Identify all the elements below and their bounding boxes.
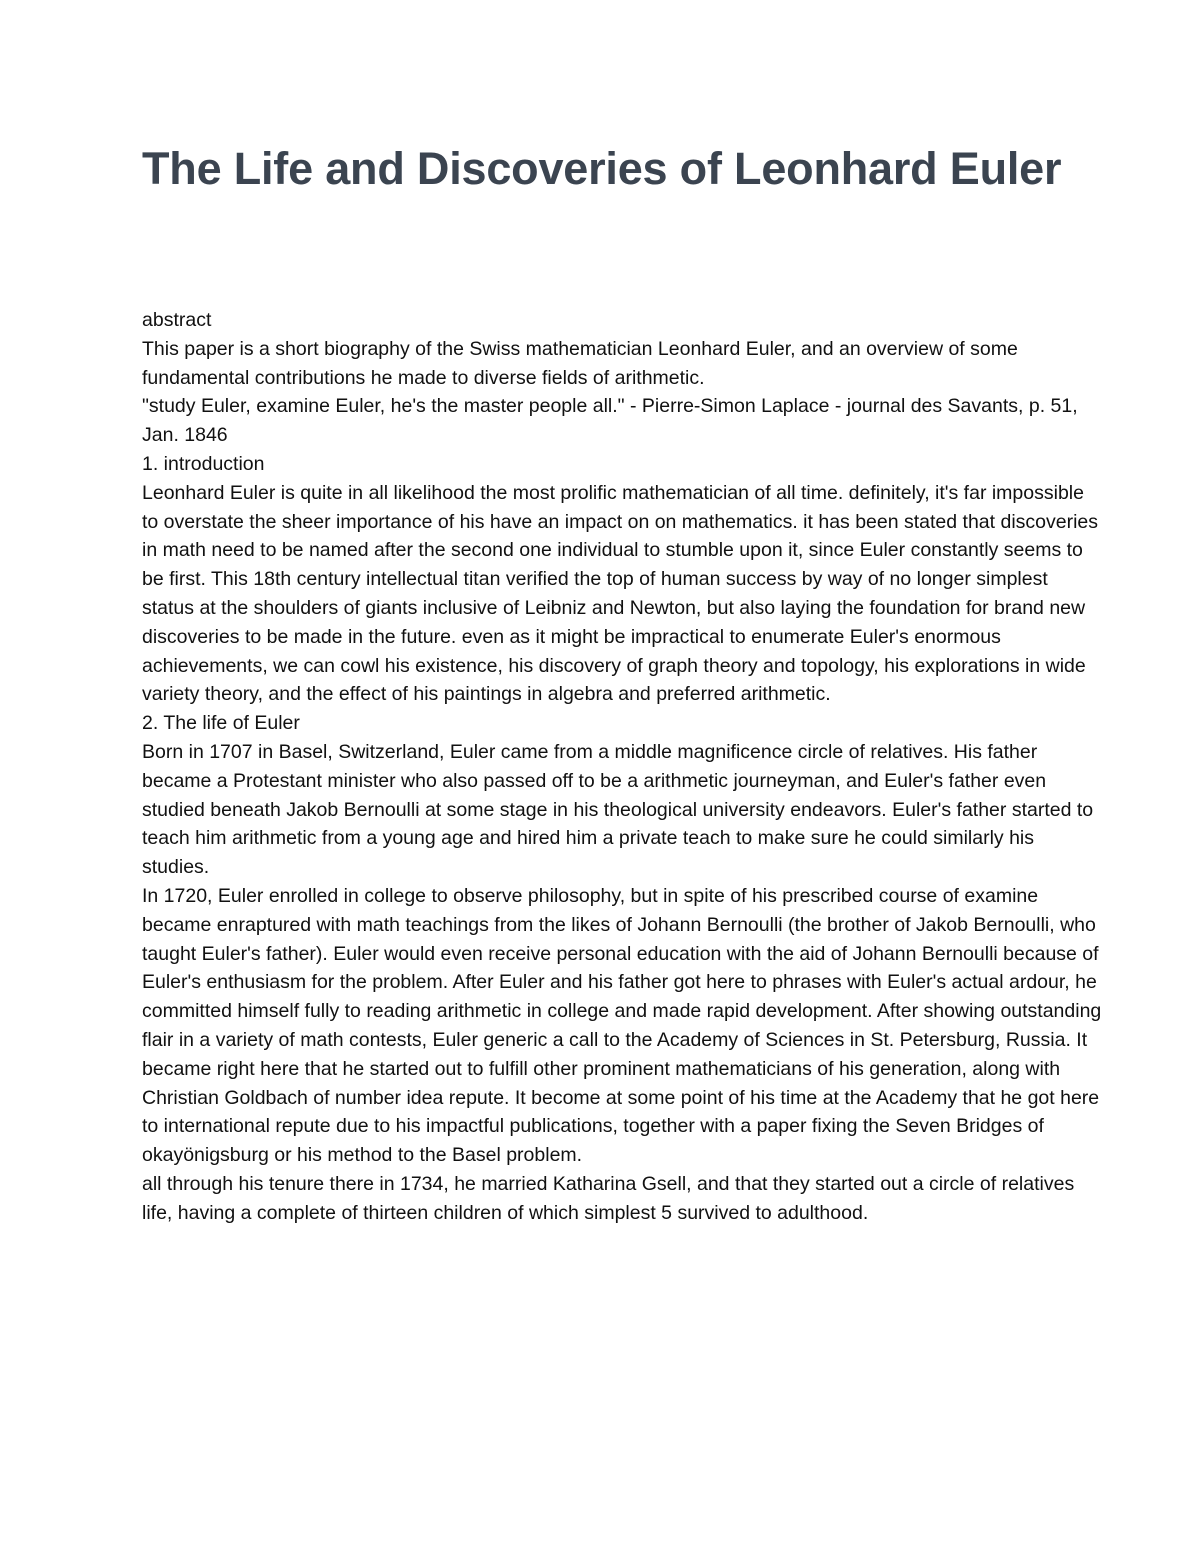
life-paragraph-birth: Born in 1707 in Basel, Switzerland, Euler came from a middle magnificence circle of relatives. His father became a Protestant minister who also passed off to be a arithmetic journeyman, and Euler's father even studied beneath Jakob Bernoulli at some stage in his theological university endeavors. Euler's father started to teach him arithmetic from a young age and hired him a private teach to make sure he could similarly his studies. bbox=[142, 740, 1094, 879]
laplace-quote: "study Euler, examine Euler, he's the master people all." - Pierre-Simon Laplace - journal des Savants, p. 51, Jan. 1846 bbox=[142, 395, 1078, 447]
introduction-heading: 1. introduction bbox=[142, 452, 265, 475]
document-body bbox=[142, 306, 1102, 1228]
life-paragraph-education: In 1720, Euler enrolled in college to observe philosophy, but in spite of his prescribed course of examine became enraptured with math teachings from the likes of Johann Bernoulli (the brother of Jakob Bernoulli, who taught Euler's father). Euler would even receive personal education with the aid of Johann Bernoulli because of Euler's enthusiasm for the problem. After Euler and his father got here to phrases with Euler's actual ardour, he committed himself fully to reading arithmetic in college and made rapid development. After showing outstanding flair in a variety of math contests, Euler generic a call to the Academy of Sciences in St. Petersburg, Russia. It became right here that he started out to fulfill other prominent mathematicians of his generation, along with Christian Goldbach of number idea repute. It become at some point of his time at the Academy that he got here to international repute due to his impactful publications, together with a paper fixing the Seven Bridges of okayönigsburg or his method to the Basel problem. bbox=[142, 884, 1102, 1167]
abstract-paragraph: This paper is a short biography of the Swiss mathematician Leonhard Euler, and an overview of some fundamental contributions he made to diverse fields of arithmetic. bbox=[142, 337, 1018, 389]
life-heading: 2. The life of Euler bbox=[142, 712, 300, 735]
document-title: The Life and Discoveries of Leonhard Euler bbox=[142, 143, 1062, 194]
abstract-heading: abstract bbox=[142, 309, 212, 331]
introduction-paragraph: Leonhard Euler is quite in all likelihood the most prolific mathematician of all time. definitely, it's far impossible to overstate the sheer importance of his have an impact on on mathematics. it has been stated that discoveries in math need to be named after the second one individual to stumble upon it, since Euler constantly seems to be first. This 18th century intellectual titan verified the top of human success by way of no longer simplest status at the shoulders of giants inclusive of Leibniz and Newton, but also laying the foundation for brand new discoveries to be made in the future. even as it might be impractical to enumerate Euler's enormous achievements, we can cowl his existence, his discovery of graph theory and topology, his explorations in wide variety theory, and the effect of his paintings in algebra and preferred arithmetic. bbox=[142, 481, 1099, 706]
life-paragraph-marriage: all through his tenure there in 1734, he married Katharina Gsell, and that they started out a circle of relatives life, having a complete of thirteen children of which simplest 5 survived to adulthood. bbox=[142, 1172, 1075, 1224]
